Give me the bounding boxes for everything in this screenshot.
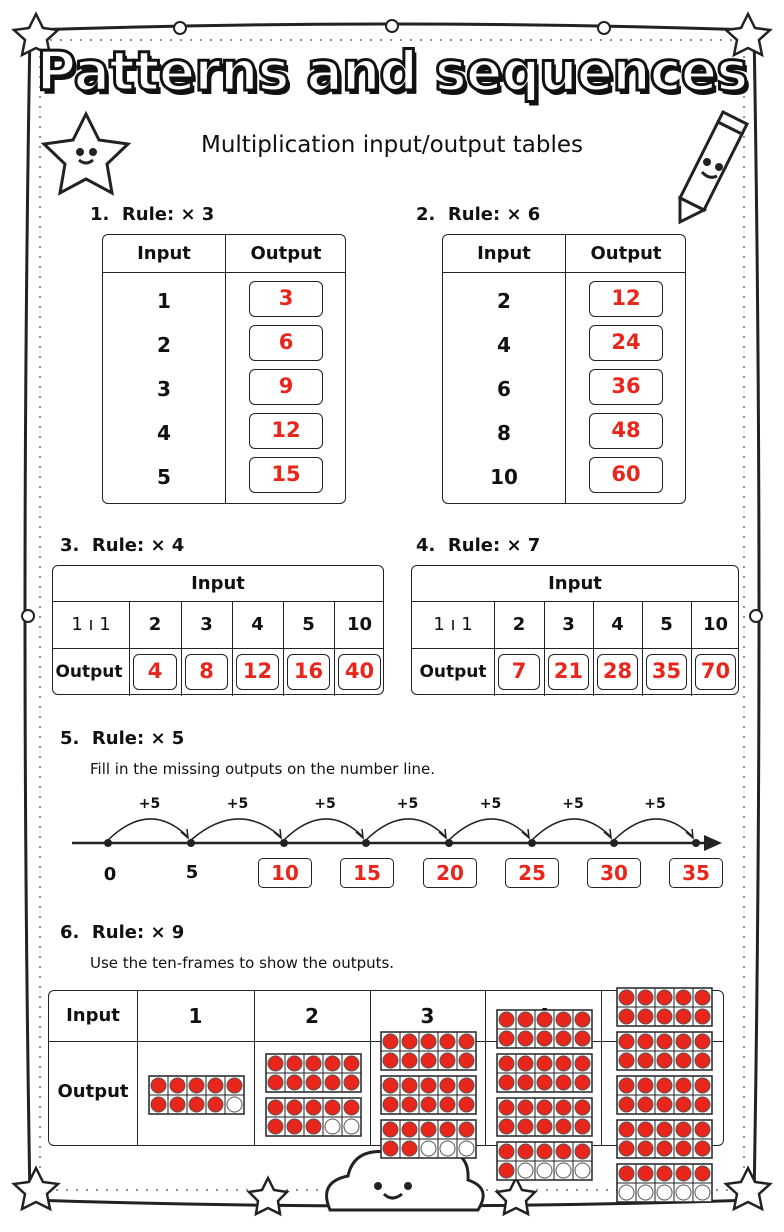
counter-filled[interactable] [657,1009,672,1024]
counter-filled[interactable] [499,1012,514,1027]
q3-input-4: 5 [302,614,315,635]
counter-filled[interactable] [619,1166,634,1181]
counter-filled[interactable] [695,1097,710,1112]
counter-filled[interactable] [619,1053,634,1068]
counter-filled[interactable] [344,1056,359,1071]
counter-filled[interactable] [344,1075,359,1090]
ten-frame [265,1097,362,1137]
q2-number: 2. [416,204,436,225]
q3-output-5[interactable]: 40 [338,654,381,690]
counter-filled[interactable] [440,1122,455,1137]
jump-arc [614,819,692,840]
counter-filled[interactable] [189,1097,204,1112]
counter-empty[interactable] [518,1163,533,1178]
counter-filled[interactable] [537,1100,552,1115]
counter-filled[interactable] [421,1122,436,1137]
jump-label: +5 [314,796,336,812]
counter-filled[interactable] [440,1097,455,1112]
counter-empty[interactable] [657,1185,672,1200]
counter-filled[interactable] [383,1053,398,1068]
page-title: Patterns and sequences [36,40,748,103]
pencil-mascot-icon [680,112,747,222]
counter-empty[interactable] [676,1185,691,1200]
jump-label: +5 [226,796,249,812]
counter-filled[interactable] [676,1053,691,1068]
counter-filled[interactable] [556,1144,571,1159]
counter-empty[interactable] [227,1097,242,1112]
counter-empty[interactable] [537,1163,552,1178]
counter-filled[interactable] [619,1078,634,1093]
q5-answer-2[interactable]: 15 [340,858,394,888]
q1-input-2: 2 [157,333,171,357]
q6-output-5-frame-2 [616,1031,713,1075]
counter-filled[interactable] [518,1031,533,1046]
q4-output-1[interactable]: 7 [498,654,540,690]
q5-answer-4[interactable]: 25 [505,858,559,888]
counter-filled[interactable] [440,1034,455,1049]
counter-filled[interactable] [537,1075,552,1090]
counter-empty[interactable] [325,1119,340,1134]
q1-input-5: 5 [157,465,171,489]
counter-filled[interactable] [499,1119,514,1134]
counter-filled[interactable] [575,1056,590,1071]
q2-input-5: 10 [490,465,518,489]
q1-output-3[interactable]: 9 [249,369,323,405]
q2-heading [416,204,540,225]
q2-rule: Rule: × 6 [447,204,541,225]
counter-filled[interactable] [402,1078,417,1093]
q6-output-label: Output [57,1081,129,1102]
counter-filled[interactable] [383,1097,398,1112]
jump-arc [108,819,187,840]
q4-output-2[interactable]: 21 [548,654,589,690]
ten-frame [265,1053,362,1093]
counter-filled[interactable] [306,1100,321,1115]
counter-filled[interactable] [657,1122,672,1137]
q6-output-3-frame-3 [380,1119,477,1163]
q5-rule: Rule: × 5 [91,728,185,749]
counter-filled[interactable] [657,1166,672,1181]
q2-output-1[interactable]: 12 [589,281,663,317]
counter-filled[interactable] [268,1119,283,1134]
q6-output-3-frame-2 [380,1075,477,1119]
counter-filled[interactable] [268,1075,283,1090]
q6-heading [60,922,184,943]
q6-output-2-frame-1 [265,1053,362,1097]
page-subtitle: Multiplication input/output tables [200,132,584,158]
counter-filled[interactable] [619,1141,634,1156]
counter-filled[interactable] [151,1078,166,1093]
counter-filled[interactable] [383,1078,398,1093]
jump-label: +5 [396,796,419,812]
q5-heading [60,728,184,749]
counter-filled[interactable] [440,1053,455,1068]
q6-number: 6. [60,922,80,943]
counter-filled[interactable] [695,1009,710,1024]
number-line-tick [610,839,618,847]
q6-output-4-frame-3 [496,1097,593,1141]
q2-output-3[interactable]: 36 [589,369,663,405]
q2-input-3: 6 [497,377,511,401]
q4-input-1: 2 [512,614,526,635]
number-line-tick [445,839,453,847]
counter-filled[interactable] [556,1119,571,1134]
counter-filled[interactable] [459,1097,474,1112]
counter-filled[interactable] [657,990,672,1005]
counter-filled[interactable] [575,1012,590,1027]
counter-empty[interactable] [556,1163,571,1178]
counter-filled[interactable] [518,1075,533,1090]
q6-table [48,990,724,1146]
counter-empty[interactable] [344,1119,359,1134]
jump-label: +5 [562,796,584,812]
counter-filled[interactable] [537,1012,552,1027]
counter-filled[interactable] [638,990,653,1005]
counter-filled[interactable] [402,1141,417,1156]
counter-filled[interactable] [421,1034,436,1049]
counter-filled[interactable] [676,1078,691,1093]
number-line-tick [362,839,370,847]
q6-output-1-frame-1 [148,1075,245,1119]
counter-filled[interactable] [638,1053,653,1068]
counter-filled[interactable] [287,1075,302,1090]
counter-filled[interactable] [306,1056,321,1071]
counter-empty[interactable] [575,1163,590,1178]
jump-label: +5 [138,796,161,812]
counter-filled[interactable] [638,1166,653,1181]
counter-filled[interactable] [344,1100,359,1115]
q2-header-input: Input [477,243,531,264]
q4-output-3[interactable]: 28 [597,654,638,690]
q5-answer-1[interactable]: 10 [258,858,312,888]
counter-filled[interactable] [695,1053,710,1068]
counter-filled[interactable] [383,1141,398,1156]
q3-output-1[interactable]: 4 [133,654,177,690]
counter-filled[interactable] [440,1078,455,1093]
counter-filled[interactable] [556,1012,571,1027]
counter-filled[interactable] [170,1097,185,1112]
ten-frame [496,1009,593,1049]
counter-filled[interactable] [208,1078,223,1093]
counter-filled[interactable] [676,1097,691,1112]
counter-filled[interactable] [619,1097,634,1112]
q3-table [52,565,384,695]
q1-output-4[interactable]: 12 [249,413,323,449]
counter-filled[interactable] [619,1122,634,1137]
q2-input-4: 8 [497,421,511,445]
counter-filled[interactable] [325,1100,340,1115]
counter-filled[interactable] [268,1056,283,1071]
counter-filled[interactable] [402,1097,417,1112]
number-line-tick [187,839,195,847]
q4-input-3: 4 [611,614,624,635]
q6-input-1: 1 [188,1004,203,1028]
counter-filled[interactable] [695,1122,710,1137]
ten-frame [616,1119,713,1159]
q1-input-4: 4 [157,421,171,445]
counter-filled[interactable] [268,1100,283,1115]
counter-filled[interactable] [518,1056,533,1071]
q3-input-3: 4 [251,614,264,635]
counter-filled[interactable] [189,1078,204,1093]
q5-answer-6[interactable]: 35 [669,858,723,888]
q6-output-5-frame-3 [616,1075,713,1119]
q4-output-label: Output [419,662,487,682]
counter-filled[interactable] [421,1097,436,1112]
counter-filled[interactable] [537,1056,552,1071]
counter-empty[interactable] [695,1185,710,1200]
q4-header: Input [412,566,738,602]
q1-number: 1. [90,204,110,225]
counter-filled[interactable] [306,1119,321,1134]
counter-filled[interactable] [695,990,710,1005]
ten-frame [496,1141,593,1181]
counter-filled[interactable] [657,1141,672,1156]
counter-empty[interactable] [421,1141,436,1156]
counter-filled[interactable] [287,1100,302,1115]
counter-filled[interactable] [402,1122,417,1137]
counter-filled[interactable] [459,1053,474,1068]
counter-filled[interactable] [287,1056,302,1071]
jump-label: +5 [644,796,666,812]
q4-heading [416,535,540,556]
q6-output-5-frame-1 [616,987,713,1031]
counter-filled[interactable] [459,1122,474,1137]
counter-filled[interactable] [499,1031,514,1046]
q4-input-2: 3 [562,614,575,635]
counter-filled[interactable] [306,1075,321,1090]
q3-output-2[interactable]: 8 [185,654,228,690]
counter-filled[interactable] [676,990,691,1005]
q5-given-5: 5 [185,862,199,883]
q2-input-1: 2 [497,289,511,313]
q4-input-5: 10 [702,614,729,635]
counter-filled[interactable] [676,1034,691,1049]
q3-input-1: 2 [148,614,162,635]
q3-rule: Rule: × 4 [91,535,185,556]
q3-input-5: 10 [346,614,373,635]
q1-header-input: Input [137,243,191,264]
q1-table [102,234,346,504]
q6-output-2-frame-2 [265,1097,362,1141]
q6-input-3: 3 [420,1004,435,1028]
jump-arc [449,819,528,840]
counter-filled[interactable] [575,1119,590,1134]
counter-filled[interactable] [556,1100,571,1115]
q6-output-4-frame-1 [496,1009,593,1053]
counter-filled[interactable] [695,1034,710,1049]
counter-filled[interactable] [537,1031,552,1046]
counter-filled[interactable] [402,1053,417,1068]
counter-filled[interactable] [556,1056,571,1071]
counter-filled[interactable] [657,1034,672,1049]
counter-filled[interactable] [499,1100,514,1115]
counter-filled[interactable] [499,1163,514,1178]
ten-frame [616,1163,713,1203]
counter-filled[interactable] [325,1056,340,1071]
counter-filled[interactable] [170,1078,185,1093]
q3-header: Input [53,566,383,602]
q4-table [411,565,739,695]
counter-filled[interactable] [676,1009,691,1024]
q2-input-2: 4 [497,333,511,357]
counter-filled[interactable] [325,1075,340,1090]
counter-filled[interactable] [657,1097,672,1112]
q6-input-2: 2 [305,1004,319,1028]
ten-frame [148,1075,245,1115]
counter-filled[interactable] [287,1119,302,1134]
counter-filled[interactable] [383,1034,398,1049]
counter-filled[interactable] [676,1141,691,1156]
counter-filled[interactable] [499,1056,514,1071]
q2-output-5[interactable]: 60 [589,457,663,493]
ten-frame [616,1075,713,1115]
q4-first-cell: 1 ı 1 [433,614,473,635]
q1-output-1[interactable]: 3 [249,281,323,317]
counter-filled[interactable] [657,1078,672,1093]
counter-empty[interactable] [638,1185,653,1200]
counter-filled[interactable] [459,1078,474,1093]
q1-output-5[interactable]: 15 [249,457,323,493]
q4-output-4[interactable]: 35 [646,654,687,690]
counter-filled[interactable] [638,1141,653,1156]
counter-filled[interactable] [537,1119,552,1134]
counter-filled[interactable] [695,1078,710,1093]
q3-first-cell: 1 ı 1 [71,614,111,635]
q6-output-5-frame-5 [616,1163,713,1207]
counter-filled[interactable] [556,1075,571,1090]
q6-output-4-frame-4 [496,1141,593,1185]
number-line-tick [104,839,112,847]
counter-filled[interactable] [619,1034,634,1049]
number-line-tick [280,839,288,847]
counter-filled[interactable] [227,1078,242,1093]
counter-filled[interactable] [402,1034,417,1049]
q3-input-2: 3 [200,614,213,635]
jump-arc [532,819,610,840]
q6-rule: Rule: × 9 [91,922,185,943]
ten-frame [380,1031,477,1071]
number-line-tick [692,839,700,847]
counter-filled[interactable] [638,1122,653,1137]
q3-heading [60,535,184,556]
q5-instruction: Fill in the missing outputs on the number line. [90,760,436,778]
counter-filled[interactable] [638,1078,653,1093]
counter-filled[interactable] [556,1031,571,1046]
q6-output-5-frame-4 [616,1119,713,1163]
q1-input-3: 3 [157,377,171,401]
counter-filled[interactable] [638,1009,653,1024]
counter-filled[interactable] [383,1122,398,1137]
counter-filled[interactable] [421,1078,436,1093]
counter-filled[interactable] [518,1144,533,1159]
q2-output-4[interactable]: 48 [589,413,663,449]
q1-heading [90,204,214,225]
q1-header-output: Output [250,243,322,264]
counter-filled[interactable] [575,1031,590,1046]
jump-arc [366,819,445,840]
jump-label: +5 [479,796,502,812]
counter-filled[interactable] [518,1119,533,1134]
q4-output-5[interactable]: 70 [695,654,736,690]
counter-filled[interactable] [657,1053,672,1068]
counter-filled[interactable] [638,1097,653,1112]
counter-filled[interactable] [518,1012,533,1027]
counter-filled[interactable] [208,1097,223,1112]
q5-answer-5[interactable]: 30 [587,858,641,888]
counter-filled[interactable] [499,1075,514,1090]
counter-filled[interactable] [676,1122,691,1137]
ten-frame [616,1031,713,1071]
counter-filled[interactable] [499,1144,514,1159]
counter-empty[interactable] [619,1185,634,1200]
counter-filled[interactable] [619,990,634,1005]
q6-instruction: Use the ten-frames to show the outputs. [90,954,395,972]
counter-filled[interactable] [638,1034,653,1049]
counter-filled[interactable] [695,1141,710,1156]
number-line-tick [528,839,536,847]
q4-input-4: 5 [660,614,673,635]
q6-input-label: Input [66,1005,120,1026]
counter-filled[interactable] [695,1166,710,1181]
ten-frame [380,1119,477,1159]
q4-rule: Rule: × 7 [447,535,541,556]
q5-number: 5. [60,728,80,749]
q4-number: 4. [416,535,436,556]
q3-output-3[interactable]: 12 [236,654,279,690]
q1-input-1: 1 [157,289,171,313]
counter-empty[interactable] [459,1141,474,1156]
counter-filled[interactable] [575,1144,590,1159]
q2-table [442,234,686,504]
q1-rule: Rule: × 3 [121,204,215,225]
ten-frame [496,1097,593,1137]
counter-empty[interactable] [440,1141,455,1156]
ten-frame [616,987,713,1027]
counter-filled[interactable] [537,1144,552,1159]
counter-filled[interactable] [151,1097,166,1112]
q2-output-2[interactable]: 24 [589,325,663,361]
ten-frame [496,1053,593,1093]
counter-filled[interactable] [421,1053,436,1068]
q5-answer-3[interactable]: 20 [423,858,477,888]
q6-output-3-frame-1 [380,1031,477,1075]
counter-filled[interactable] [575,1075,590,1090]
q3-number: 3. [60,535,80,556]
counter-filled[interactable] [575,1100,590,1115]
q1-output-2[interactable]: 6 [249,325,323,361]
q6-output-4-frame-2 [496,1053,593,1097]
q2-header-output: Output [590,243,662,264]
q5-given-0: 0 [103,864,117,885]
counter-filled[interactable] [619,1009,634,1024]
jump-arc [284,819,362,840]
counter-filled[interactable] [676,1166,691,1181]
counter-filled[interactable] [459,1034,474,1049]
q3-output-4[interactable]: 16 [287,654,330,690]
q3-output-label: Output [55,662,123,682]
ten-frame [380,1075,477,1115]
jump-arc [191,819,280,840]
counter-filled[interactable] [518,1100,533,1115]
